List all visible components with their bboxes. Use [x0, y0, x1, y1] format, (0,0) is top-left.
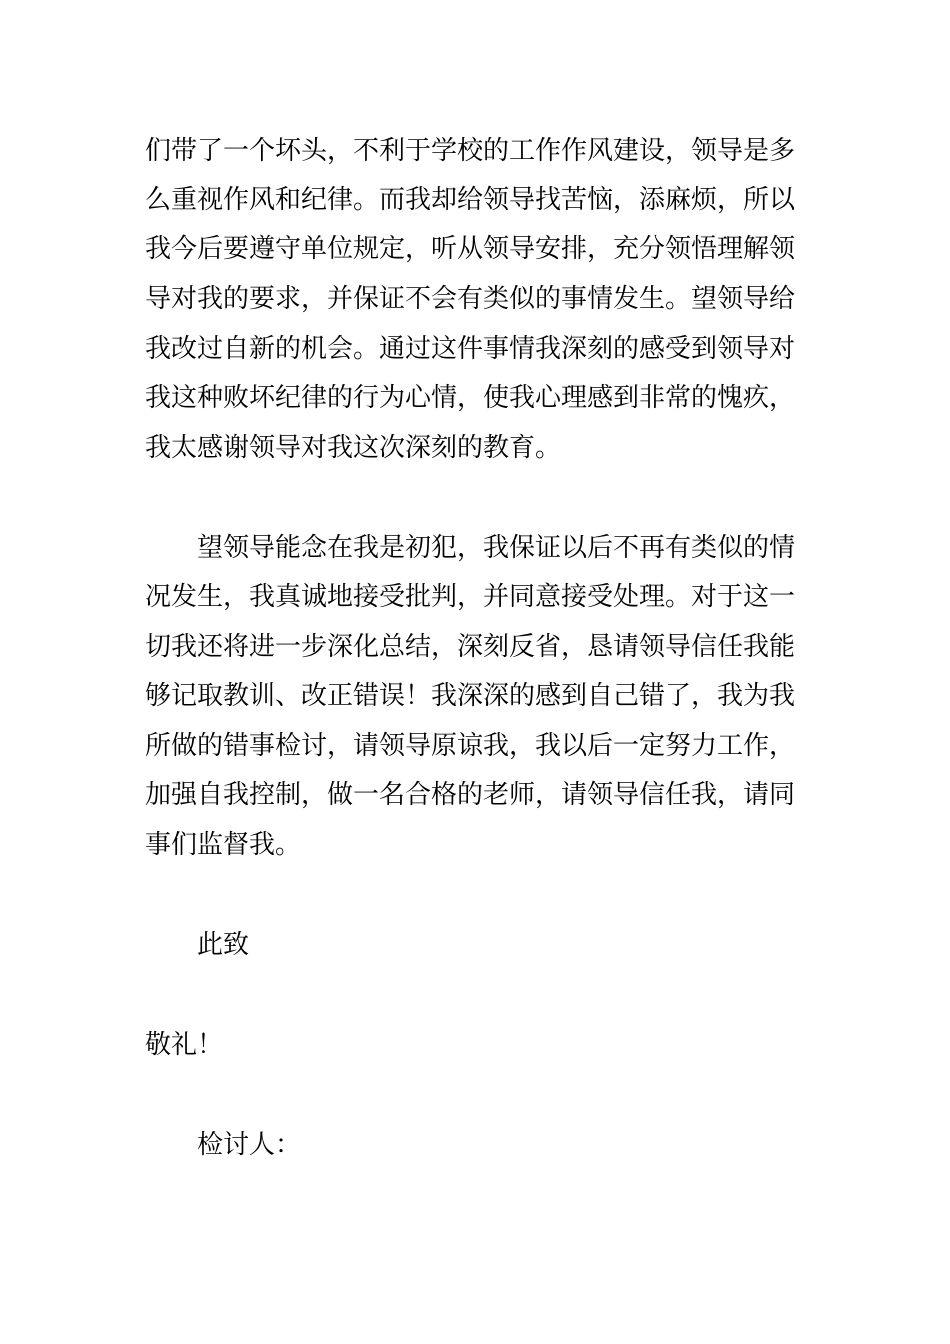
paragraph-1-line-4: 导对我的要求，并保证不会有类似的事情发生。望领导给 [145, 284, 796, 314]
paragraph-1-line-1: 们带了一个坏头，不利于学校的工作作风建设，领导是多 [145, 136, 796, 166]
paragraph-1-line-7: 我太感谢领导对我这次深刻的教育。 [145, 433, 562, 463]
paragraph-2-line-1: 望领导能念在我是初犯，我保证以后不再有类似的情 [197, 533, 796, 563]
paragraph-2-line-2: 况发生，我真诚地接受批判，并同意接受处理。对于这一 [145, 582, 796, 612]
paragraph-1-line-2: 么重视作风和纪律。而我却给领导找苦恼，添麻烦，所以 [145, 185, 796, 215]
paragraph-2-line-3: 切我还将进一步深化总结，深刻反省，恳请领导信任我能 [145, 632, 796, 662]
closing-text: 此致 [197, 930, 250, 960]
paragraph-1-line-5: 我改过自新的机会。通过这件事情我深刻的感受到领导对 [145, 334, 796, 364]
paragraph-1-line-6: 我这种败坏纪律的行为心情，使我心理感到非常的愧疚， [145, 383, 796, 413]
signature-label: 检讨人： [197, 1130, 302, 1160]
paragraph-2-line-5: 所做的错事检讨，请领导原谅我，我以后一定努力工作， [145, 731, 796, 761]
paragraph-2-line-6: 加强自我控制，做一名合格的老师，请领导信任我，请同 [145, 780, 796, 810]
paragraph-2-line-4: 够记取教训、改正错误！我深深的感到自己错了，我为我 [145, 681, 796, 711]
salute-text: 敬礼！ [145, 1030, 224, 1060]
paragraph-2-line-7: 事们监督我。 [145, 830, 302, 860]
paragraph-1-line-3: 我今后要遵守单位规定，听从领导安排，充分领悟理解领 [145, 234, 796, 264]
